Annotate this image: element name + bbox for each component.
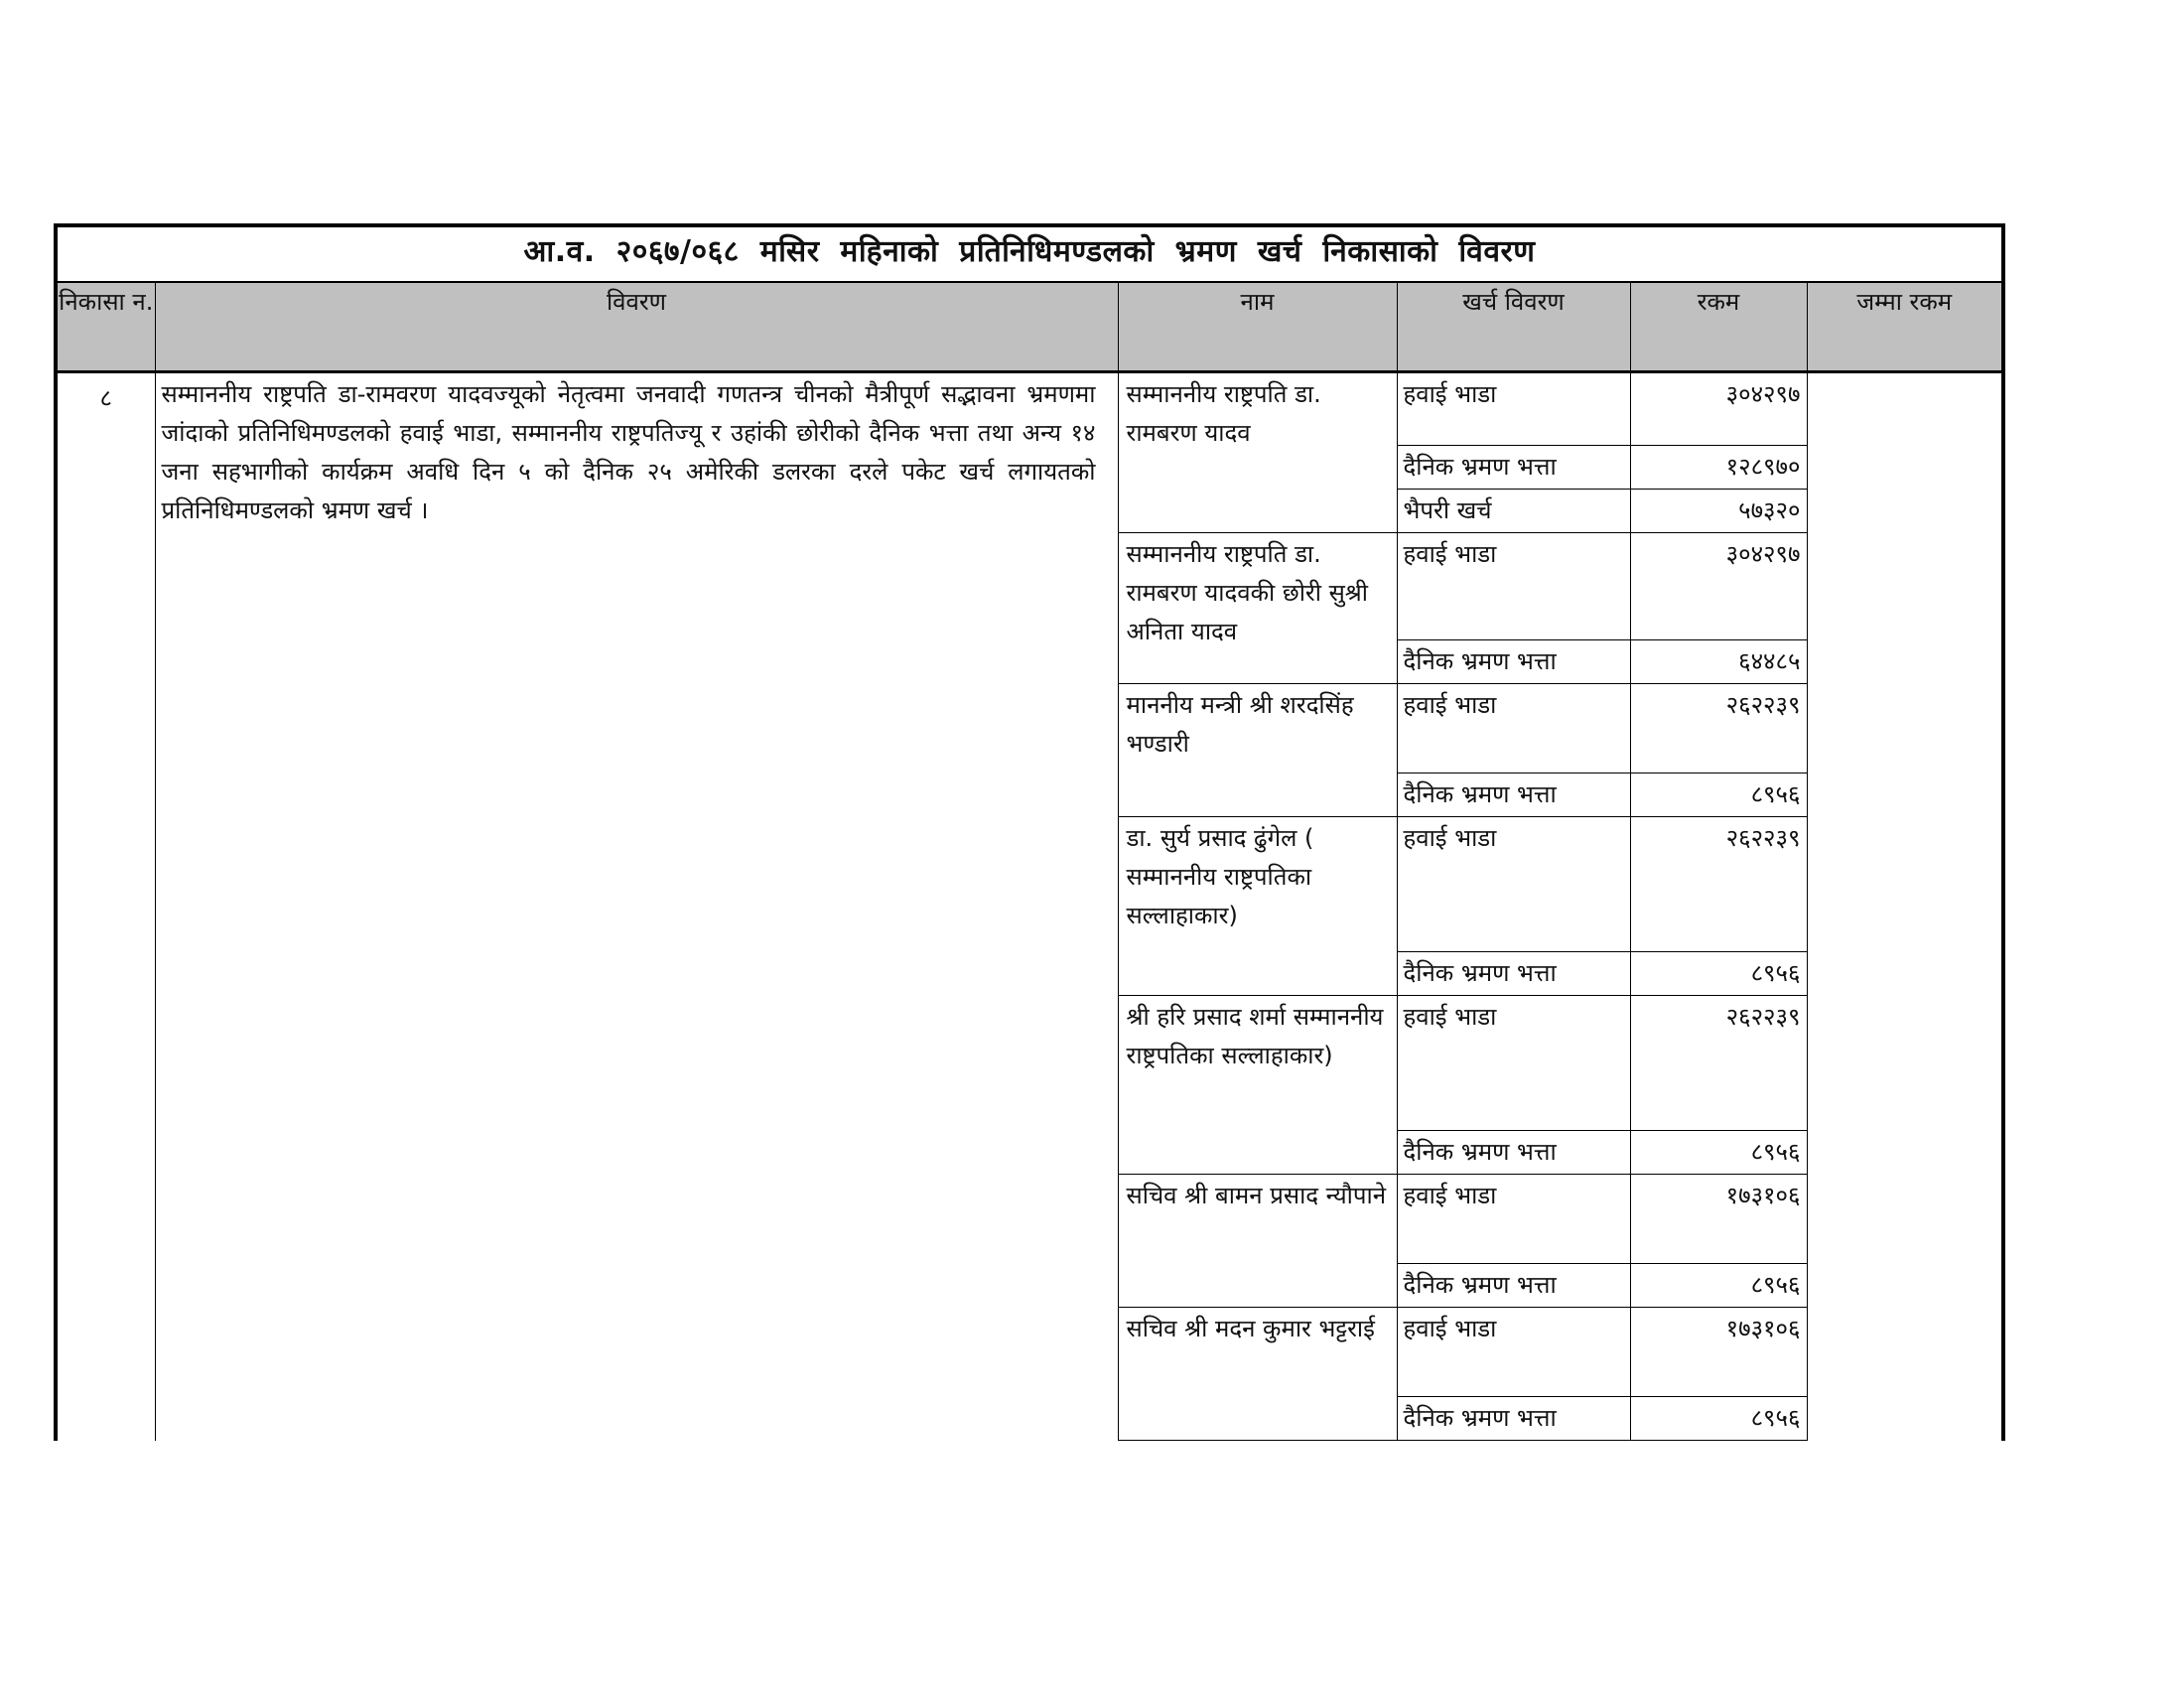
expense-amount: ८९५६ <box>1630 952 1807 996</box>
expense-amount: १७३१०६ <box>1630 1308 1807 1397</box>
col-header-description: विवरण <box>155 282 1118 372</box>
col-header-expense-type: खर्च विवरण <box>1397 282 1630 372</box>
expense-type: दैनिक भ्रमण भत्ता <box>1397 1131 1630 1175</box>
table-row <box>56 372 2003 446</box>
expense-amount: ८९५६ <box>1630 1264 1807 1308</box>
expense-type: हवाई भाडा <box>1397 1308 1630 1397</box>
expense-amount: २६२२३९ <box>1630 684 1807 774</box>
expense-amount: २६२२३९ <box>1630 817 1807 952</box>
expense-type: भैपरी खर्च <box>1397 490 1630 533</box>
expense-amount: ६४४८५ <box>1630 640 1807 684</box>
expense-type: हवाई भाडा <box>1397 996 1630 1131</box>
expense-amount: ३०४२९७ <box>1630 372 1807 446</box>
table-body <box>56 372 2003 1441</box>
expense-amount: १२८९७० <box>1630 446 1807 490</box>
header-row <box>56 282 2003 372</box>
expense-amount: ३०४२९७ <box>1630 533 1807 640</box>
expense-type: दैनिक भ्रमण भत्ता <box>1397 774 1630 817</box>
expense-type: हवाई भाडा <box>1397 817 1630 952</box>
person-name: श्री हरि प्रसाद शर्मा सम्माननीय राष्ट्रपतिका सल्लाहाकार) <box>1118 996 1397 1175</box>
person-name: सचिव श्री बामन प्रसाद न्यौपाने <box>1118 1175 1397 1308</box>
entry-total <box>1807 372 2003 1441</box>
expense-table <box>54 223 2005 1441</box>
expense-type: दैनिक भ्रमण भत्ता <box>1397 1264 1630 1308</box>
expense-amount: २६२२३९ <box>1630 996 1807 1131</box>
expense-type: हवाई भाडा <box>1397 533 1630 640</box>
col-header-no: निकासा न. <box>56 282 155 372</box>
expense-amount: ८९५६ <box>1630 774 1807 817</box>
expense-type: दैनिक भ्रमण भत्ता <box>1397 952 1630 996</box>
col-header-amount: रकम <box>1630 282 1807 372</box>
expense-type: दैनिक भ्रमण भत्ता <box>1397 446 1630 490</box>
expense-amount: १७३१०६ <box>1630 1175 1807 1264</box>
entry-number: ८ <box>56 372 155 1441</box>
expense-type: हवाई भाडा <box>1397 372 1630 446</box>
expense-type: हवाई भाडा <box>1397 1175 1630 1264</box>
expense-document <box>54 223 2001 1433</box>
person-name: माननीय मन्त्री श्री शरदसिंह भण्डारी <box>1118 684 1397 817</box>
person-name: डा. सुर्य प्रसाद ढुंगेल ( सम्माननीय राष्ट्रपतिका सल्लाहाकार) <box>1118 817 1397 996</box>
expense-amount: ५७३२० <box>1630 490 1807 533</box>
entry-description: सम्माननीय राष्ट्रपति डा-रामवरण यादवज्यूको नेतृत्वमा जनवादी गणतन्त्र चीनको मैत्रीपूर्ण सद्भावना भ्रमणमा जांदाको प्रतिनिधिमण्डलको हवाई भाडा, सम्माननीय राष्ट्रपतिज्यू र उहांकी छोरीको दैनिक भत्ता तथा अन्य १४ जना सहभागीको कार्यक्रम अवधि दिन ५ को दैनिक २५ अमेरिकी डलरका दरले पकेट खर्च लगायतको प्रतिनिधिमण्डलको भ्रमण खर्च । <box>155 372 1118 1441</box>
expense-type: हवाई भाडा <box>1397 684 1630 774</box>
col-header-name: नाम <box>1118 282 1397 372</box>
col-header-total: जम्मा रकम <box>1807 282 2003 372</box>
expense-type: दैनिक भ्रमण भत्ता <box>1397 640 1630 684</box>
person-name: सम्माननीय राष्ट्रपति डा. रामबरण यादव <box>1118 372 1397 533</box>
expense-amount: ८९५६ <box>1630 1131 1807 1175</box>
expense-type: दैनिक भ्रमण भत्ता <box>1397 1397 1630 1441</box>
person-name: सचिव श्री मदन कुमार भट्टराई <box>1118 1308 1397 1441</box>
expense-amount: ८९५६ <box>1630 1397 1807 1441</box>
person-name: सम्माननीय राष्ट्रपति डा. रामबरण यादवकी छोरी सुश्री अनिता यादव <box>1118 533 1397 684</box>
table-title: आ.व. २०६७/०६८ मसिर महिनाको प्रतिनिधिमण्डलको भ्रमण खर्च निकासाको विवरण <box>56 225 2003 282</box>
